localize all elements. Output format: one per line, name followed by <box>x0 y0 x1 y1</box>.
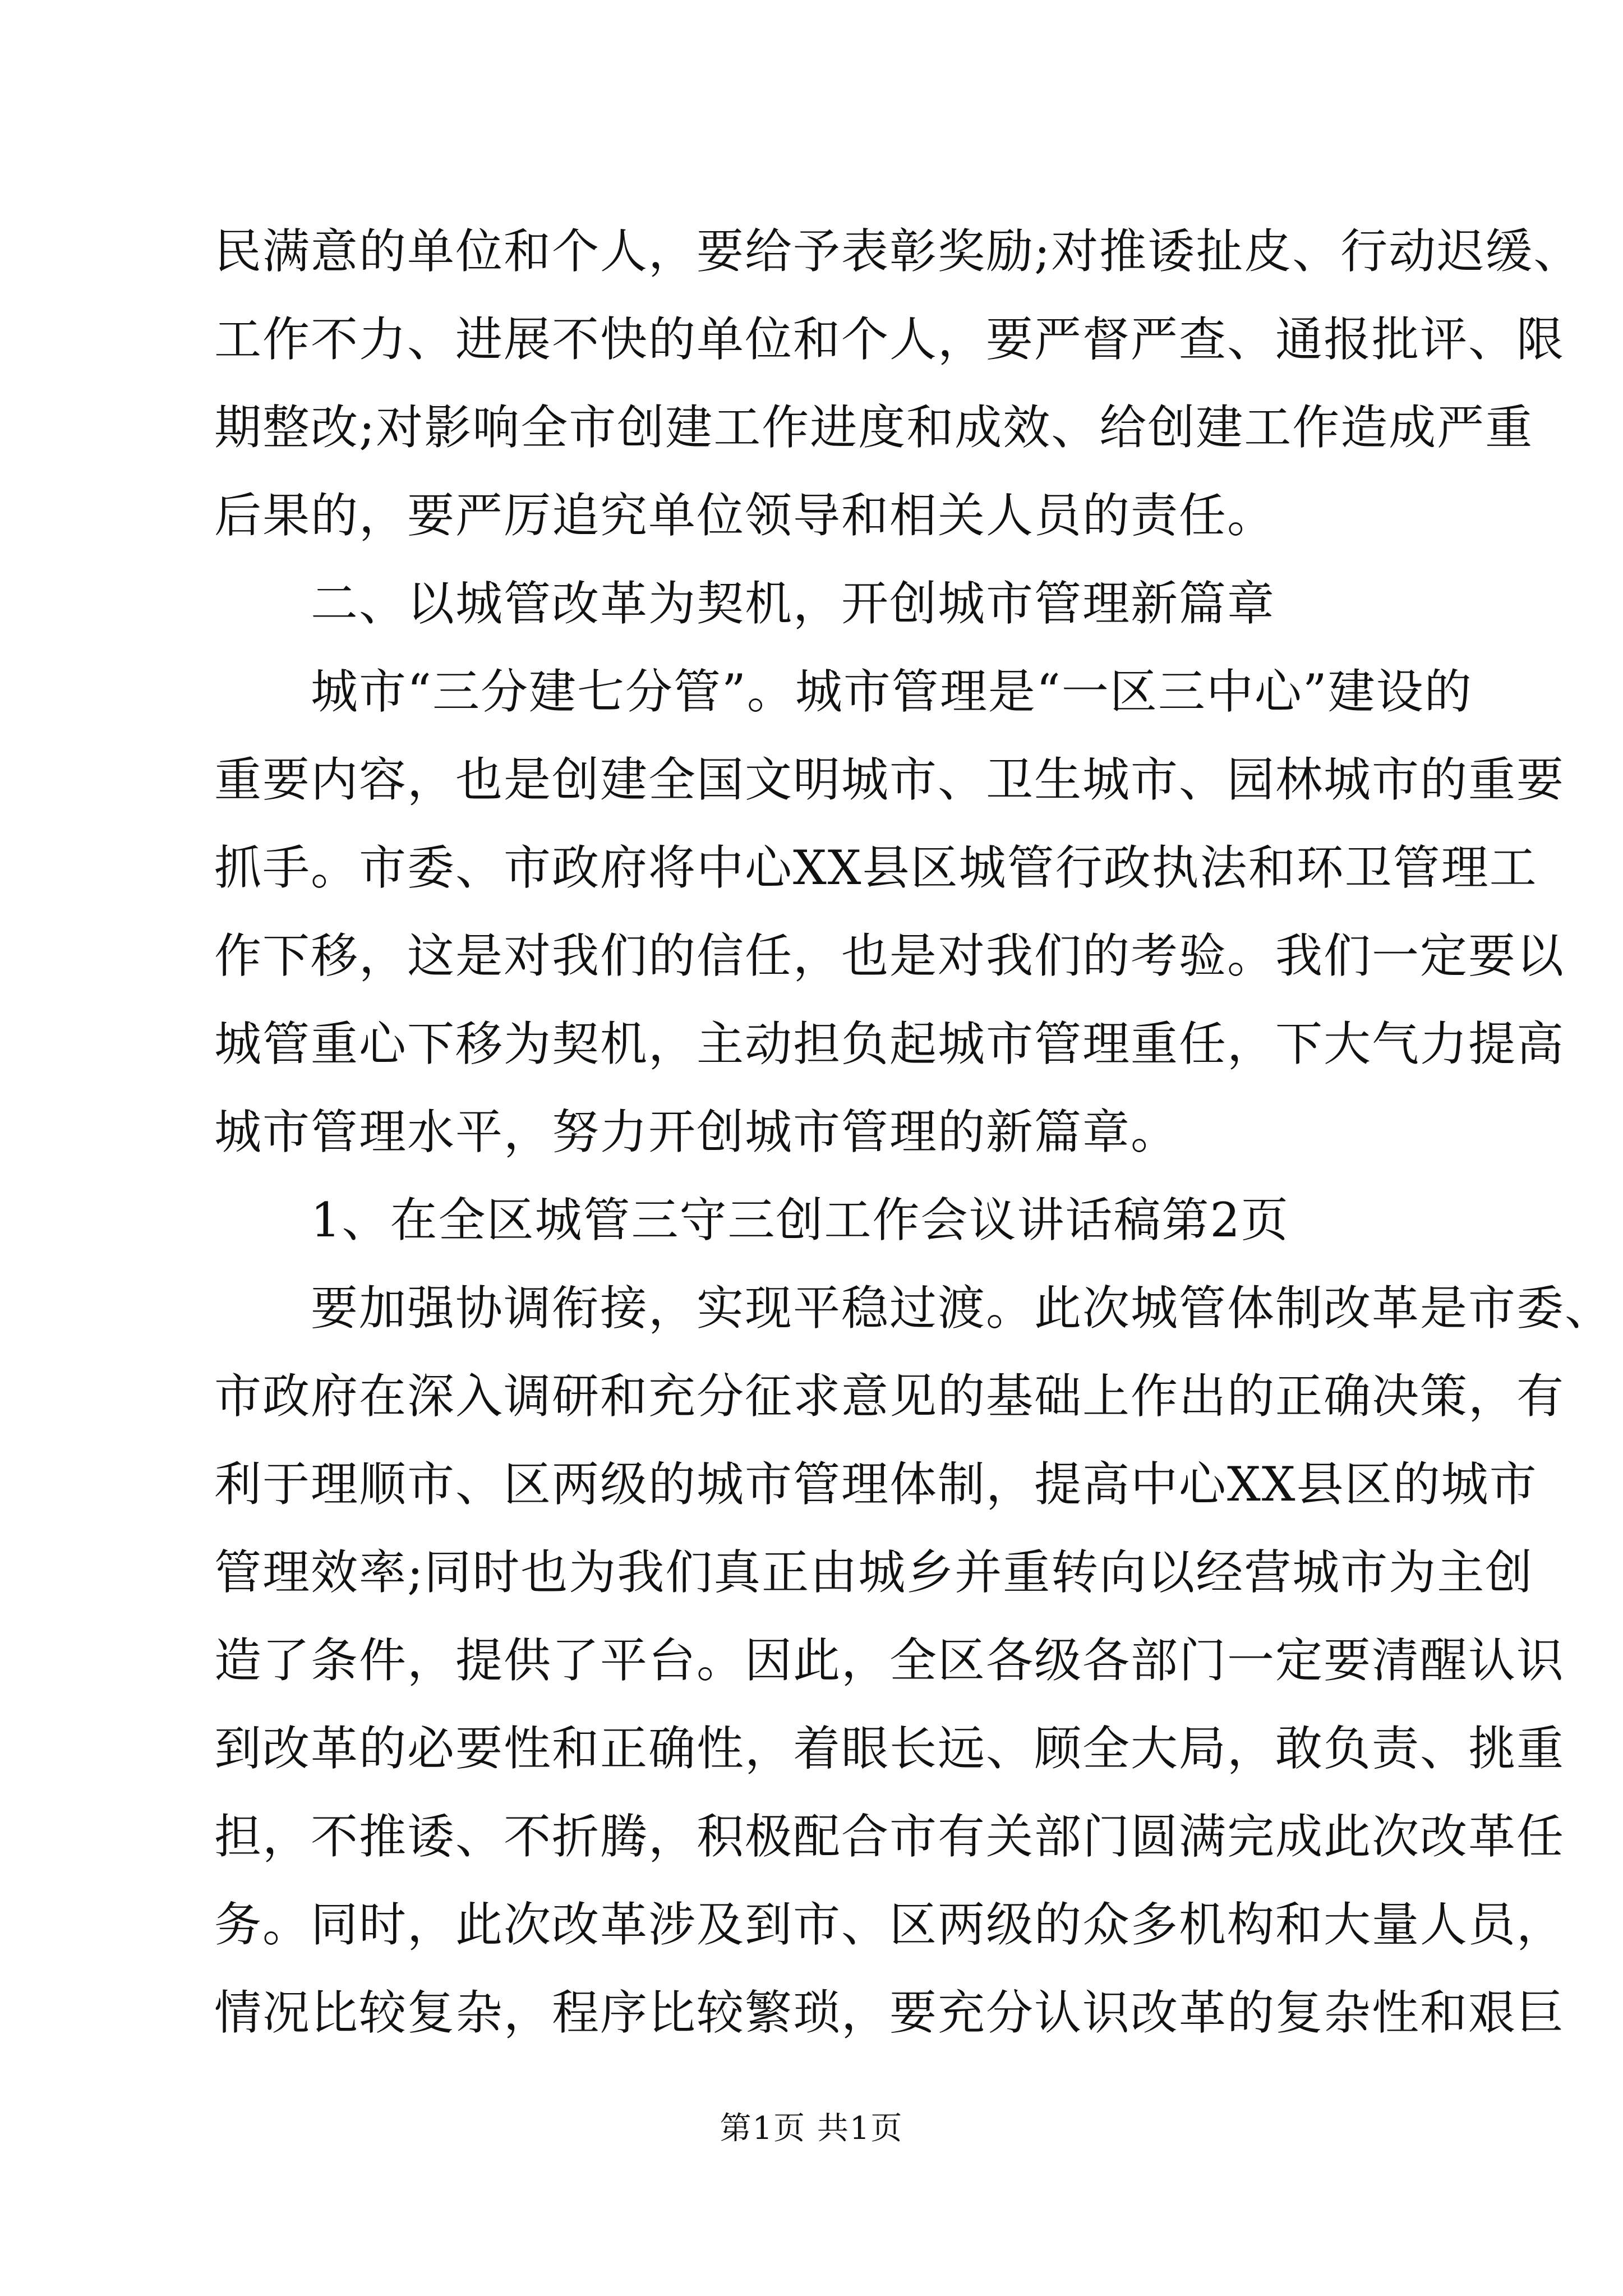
paragraph-line: 务。同时，此次改革涉及到市、区两级的众多机构和大量人员， <box>214 1897 1565 1952</box>
paragraph-line: 担，不推诿、不折腾，积极配合市有关部门圆满完成此次改革任 <box>214 1809 1565 1864</box>
paragraph-line: 民满意的单位和个人，要给予表彰奖励;对推诿扯皮、行动迟缓、 <box>214 224 1582 279</box>
paragraph-line: 作下移，这是对我们的信任，也是对我们的考验。我们一定要以 <box>214 928 1565 983</box>
paragraph-line: 要加强协调衔接，实现平稳过渡。此次城管体制改革是市委、 <box>311 1281 1613 1336</box>
section-heading: 二、以城管改革为契机，开创城市管理新篇章 <box>311 576 1276 631</box>
document-body <box>214 208 1613 2057</box>
page-number: 第1页 共1页 <box>720 2110 903 2147</box>
paragraph-line: 后果的，要严厉追究单位领导和相关人员的责任。 <box>214 488 1276 543</box>
page-footer <box>0 2109 1623 2148</box>
paragraph-line: 重要内容，也是创建全国文明城市、卫生城市、园林城市的重要 <box>214 752 1565 807</box>
paragraph-line: 城市“三分建七分管”。城市管理是“一区三中心”建设的 <box>311 664 1473 719</box>
paragraph-line: 工作不力、进展不快的单位和个人，要严督严查、通报批评、限 <box>214 312 1565 367</box>
paragraph-line: 造了条件，提供了平台。因此，全区各级各部门一定要清醒认识 <box>214 1633 1565 1688</box>
paragraph-line: 到改革的必要性和正确性，着眼长远、顾全大局，敢负责、挑重 <box>214 1721 1565 1776</box>
subsection-heading: 1、在全区城管三守三创工作会议讲话稿第2页 <box>311 1193 1289 1248</box>
paragraph-line: 期整改;对影响全市创建工作进度和成效、给创建工作造成严重 <box>214 400 1534 455</box>
paragraph-line: 管理效率;同时也为我们真正由城乡并重转向以经营城市为主创 <box>214 1545 1534 1600</box>
paragraph-line: 市政府在深入调研和充分征求意见的基础上作出的正确决策，有 <box>214 1369 1565 1424</box>
paragraph-line: 城市管理水平，努力开创城市管理的新篇章。 <box>214 1105 1179 1159</box>
paragraph-line: 抓手。市委、市政府将中心XX县区城管行政执法和环卫管理工 <box>214 840 1538 895</box>
paragraph-line: 情况比较复杂，程序比较繁琐，要充分认识改革的复杂性和艰巨 <box>214 1985 1565 2040</box>
paragraph-line: 城管重心下移为契机，主动担负起城市管理重任，下大气力提高 <box>214 1016 1565 1071</box>
paragraph-line: 利于理顺市、区两级的城市管理体制，提高中心XX县区的城市 <box>214 1457 1538 1512</box>
